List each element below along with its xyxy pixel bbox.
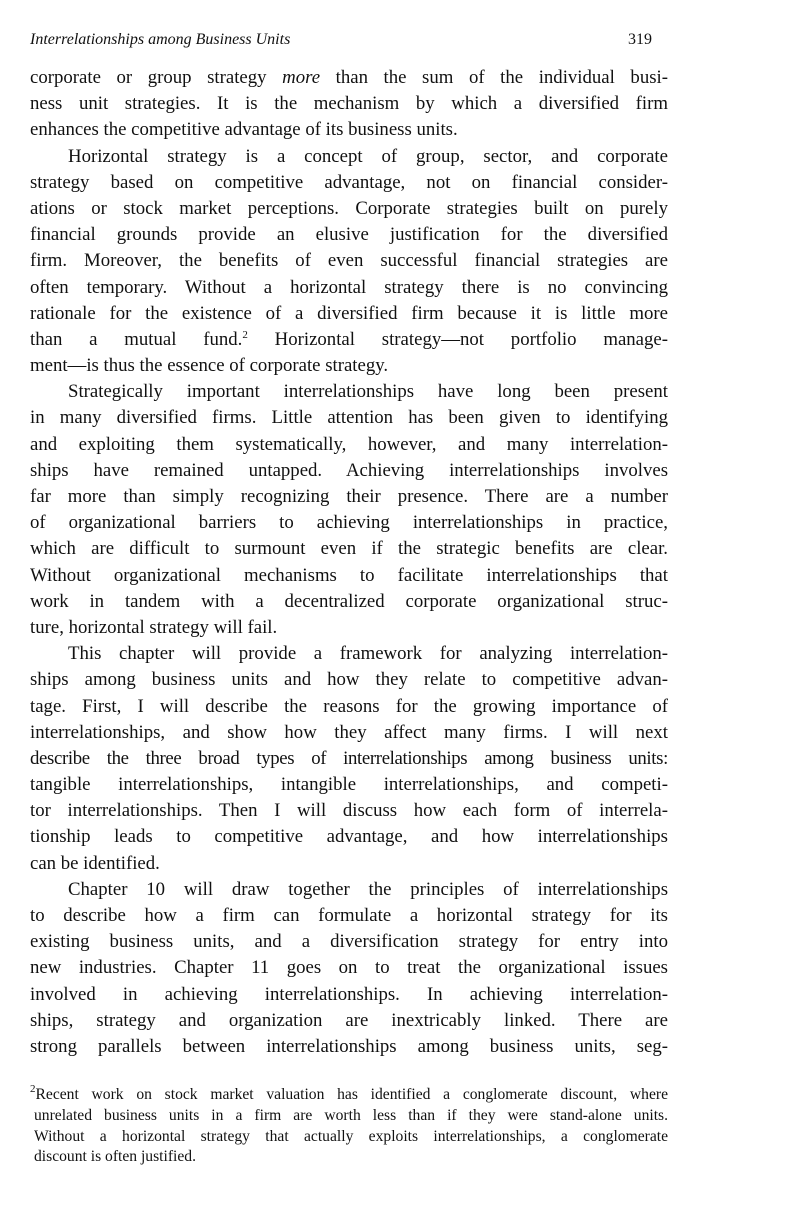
text-line	[30, 615, 668, 641]
text-line	[30, 432, 668, 458]
text-line	[30, 772, 668, 798]
text-line	[30, 327, 668, 353]
text-line	[30, 877, 668, 903]
text-run: Horizontal strategy is a concept of group, sector, and corporate	[68, 145, 668, 167]
text-run: far more than simply recognizing their presence. There are a number	[30, 486, 668, 507]
running-header	[30, 30, 652, 50]
text-run: existing business units, and a diversification strategy for entry into	[30, 931, 668, 953]
text-line	[30, 484, 668, 510]
text-run: This chapter will provide a framework for analyzing interrelation-	[68, 643, 668, 665]
text-run: tangible interrelationships, intangible interrelationships, and competi-	[30, 774, 668, 796]
text-run: ment—is thus the essence of corporate strategy.	[30, 355, 389, 377]
text-run: interrelationships, and show how they affect many firms. I will next	[30, 721, 668, 743]
text-run: firm. Moreover, the benefits of even successful financial strategies are	[30, 250, 668, 272]
text-line	[30, 929, 668, 955]
footnote-line	[30, 1106, 668, 1127]
text-line	[30, 510, 668, 536]
text-run: in many diversified firms. Little attention has been given to identifying	[30, 407, 668, 429]
text-line	[30, 694, 668, 720]
text-run: often temporary. Without a horizontal strategy there is no convincing	[30, 276, 668, 298]
text-line	[30, 379, 668, 405]
text-run: Chapter 10 will draw together the principles of interrelationships	[68, 878, 668, 900]
footnote-marker: 2	[30, 1083, 36, 1095]
text-line	[30, 851, 668, 877]
text-run: unrelated business units in a firm are worth less than if they were stand-alone units.	[34, 1106, 668, 1124]
footnote-line	[30, 1085, 668, 1106]
text-line	[30, 536, 668, 562]
text-run: tor interrelationships. Then I will discuss how each form of interrela-	[30, 800, 668, 822]
text-run: Without organizational mechanisms to facilitate interrelationships that	[30, 564, 668, 586]
text-line	[30, 824, 668, 850]
text-line	[30, 353, 668, 379]
text-run: ness unit strategies. It is the mechanism by which a diversified firm	[30, 93, 668, 115]
body-text	[30, 65, 668, 1060]
text-run: Without a horizontal strategy that actually exploits interrelationships, a conglomerate	[34, 1127, 668, 1145]
text-line	[30, 720, 668, 746]
text-run: rationale for the existence of a diversified firm because it is little more	[30, 302, 668, 324]
text-run: describe the three broad types of interrelationships among business units:	[30, 747, 668, 769]
text-line	[30, 746, 668, 772]
text-line	[30, 170, 668, 196]
text-run: involved in achieving interrelationships. In achieving interrelation-	[30, 983, 668, 1005]
text-run: enhances the competitive advantage of its business units.	[30, 119, 458, 141]
text-line	[30, 903, 668, 929]
text-run: than a mutual fund.	[30, 328, 243, 350]
footnote	[30, 1085, 668, 1168]
text-line	[30, 222, 668, 248]
text-line	[30, 65, 668, 91]
text-run: to describe how a firm can formulate a horizontal strategy for its	[30, 905, 668, 926]
text-line	[30, 563, 668, 589]
text-line	[30, 589, 668, 615]
text-line	[30, 117, 668, 143]
text-line	[30, 641, 668, 667]
text-run: ture, horizontal strategy will fail.	[30, 616, 278, 638]
text-line	[30, 798, 668, 824]
text-line	[30, 248, 668, 274]
emphasis-text: more	[282, 67, 321, 88]
text-line	[30, 955, 668, 981]
text-run: Strategically important interrelationships have long been present	[68, 381, 668, 403]
text-line	[30, 1008, 668, 1034]
footnote-line	[30, 1127, 668, 1148]
text-run: ships have remained untapped. Achieving interrelationships involves	[30, 459, 668, 481]
text-run: tage. First, I will describe the reasons for the growing importance of	[30, 695, 668, 717]
text-line	[30, 405, 668, 431]
text-run: and exploiting them systematically, however, and many interrelation-	[30, 433, 668, 455]
text-run: financial grounds provide an elusive justification for the diversified	[30, 224, 668, 246]
text-line	[30, 301, 668, 327]
text-run: strong parallels between interrelationships among business units, seg-	[30, 1035, 668, 1057]
text-run: ships, strategy and organization are inextricably linked. There are	[30, 1009, 668, 1031]
text-line	[30, 275, 668, 301]
text-run: tionship leads to competitive advantage, and how interrelationships	[30, 826, 668, 848]
text-run: corporate or group strategy	[30, 67, 283, 88]
text-run: Horizontal strategy—not portfolio manage-	[247, 328, 668, 350]
text-run: discount is often justified.	[34, 1148, 196, 1166]
text-line	[30, 1034, 668, 1060]
footnote-line	[30, 1147, 668, 1168]
text-run: than the sum of the individual busi-	[320, 67, 668, 88]
text-run: ships among business units and how they relate to competitive advan-	[30, 669, 668, 691]
text-run: new industries. Chapter 11 goes on to treat the organizational issues	[30, 957, 668, 979]
text-run: work in tandem with a decentralized corporate organizational struc-	[30, 590, 668, 612]
text-run: Recent work on stock market valuation has identified a conglomerate discount, where	[35, 1086, 668, 1103]
text-run: of organizational barriers to achieving interrelationships in practice,	[30, 512, 668, 534]
page-number: 319	[628, 31, 652, 48]
text-line	[30, 144, 668, 170]
text-line	[30, 667, 668, 693]
text-run: ations or stock market perceptions. Corporate strategies built on purely	[30, 197, 668, 219]
running-header-title: Interrelationships among Business Units	[30, 31, 291, 48]
text-run: strategy based on competitive advantage, not on financial consider-	[30, 171, 668, 193]
text-line	[30, 458, 668, 484]
footnote-marker: 2	[242, 328, 248, 341]
text-run: which are difficult to surmount even if the strategic benefits are clear.	[30, 538, 668, 560]
text-line	[30, 982, 668, 1008]
text-line	[30, 91, 668, 117]
text-run: can be identified.	[30, 852, 160, 874]
text-line	[30, 196, 668, 222]
